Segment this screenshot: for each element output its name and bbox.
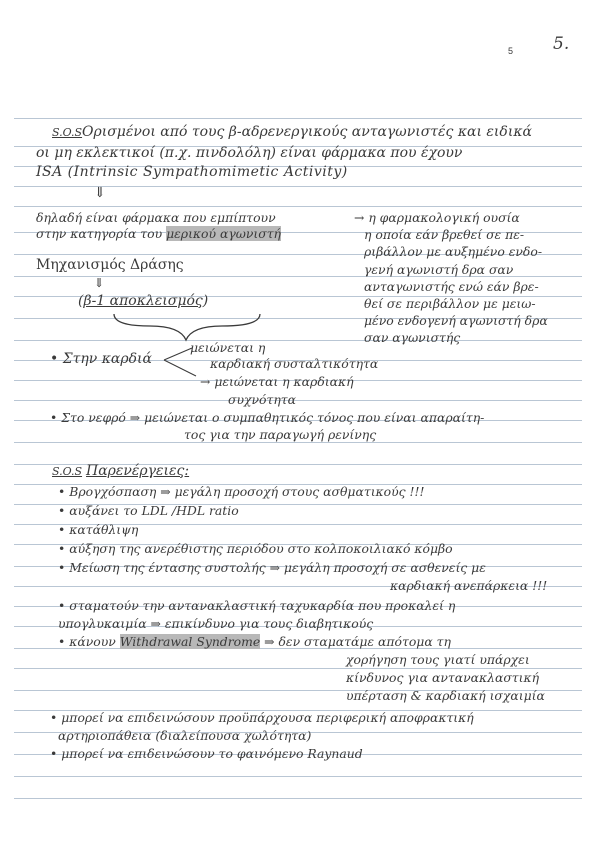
withdrawal-cont: υπέρταση & καρδιακή ισχαιμία: [346, 688, 545, 703]
ruled-line: [14, 400, 582, 401]
side-effect-item: • αύξηση της ανερέθιστης περιόδου στο κολποκοιλιακό κόμβο: [58, 541, 453, 556]
side-effect-item: • αυξάνει το LDL /HDL ratio: [58, 503, 239, 518]
ruled-line: [14, 118, 582, 119]
meaning-line-1: δηλαδή είναι φάρμακα που εμπίπτουν: [36, 210, 276, 225]
heart-effect-2a: → μειώνεται η καρδιακή: [200, 374, 354, 389]
highlighted-term: μερικού αγωνιστή: [166, 226, 281, 241]
pad-line-1: • μπορεί να επιδεινώσουν προϋπάρχουσα περιφερική αποφρακτική: [50, 710, 474, 725]
definition-line: → η φαρμακολογική ουσία: [354, 210, 520, 225]
side-effect-item-cont: καρδιακή ανεπάρκεια !!!: [390, 578, 548, 593]
definition-line: ανταγωνιστής ενώ εάν βρε-: [364, 279, 539, 294]
withdrawal-line: [58, 634, 451, 649]
ruled-line: [14, 206, 582, 207]
heart-effect-2b: συχνότητα: [228, 392, 296, 407]
heart-effect-1b: καρδιακή συσταλτικότητα: [210, 356, 379, 371]
definition-line: γενή αγωνιστή δρα σαν: [364, 262, 514, 277]
definition-line: μένο ενδογενή αγωνιστή δρα: [364, 313, 548, 328]
side-effects-title: Παρενέργειες:: [86, 463, 190, 479]
definition-line: η οποία εάν βρεθεί σε πε-: [364, 227, 525, 242]
page-number-large: 5.: [553, 34, 570, 54]
side-effects-heading: [52, 463, 189, 479]
meaning-line-2: [36, 226, 281, 241]
withdrawal-highlight: Withdrawal Syndrome: [119, 634, 261, 649]
heart-effect-1a: μειώνεται η: [190, 340, 266, 355]
ruled-line: [14, 668, 582, 669]
branch-arrows-icon: [162, 340, 198, 380]
definition-line: σαν αγωνιστής: [364, 330, 461, 345]
sos-mark: S.O.S: [52, 465, 83, 478]
side-effect-item: • κατάθλιψη: [58, 522, 139, 537]
withdrawal-pre: • κάνουν: [58, 634, 120, 649]
down-arrow-icon: ⇓: [94, 185, 106, 201]
intro-line-3: ISA (Intrinsic Sympathomimetic Activity): [36, 164, 348, 180]
ruled-line: [14, 798, 582, 799]
definition-line: θεί σε περιβάλλον με μειω-: [364, 296, 536, 311]
raynaud-line: • μπορεί να επιδεινώσουν το φαινόμενο Raynaud: [50, 746, 363, 761]
intro-text-1: Ορισμένοι από τους β-αδρενεργικούς ανταγωνιστές και ειδικά: [82, 124, 532, 140]
side-effect-item: • Μείωση της έντασης συστολής ⇒ μεγάλη προσοχή σε ασθενείς με: [58, 560, 486, 575]
page-number-small: 5: [508, 46, 514, 56]
side-effect-item: • Βρογχόσπαση ⇒ μεγάλη προσοχή στους ασθματικούς !!!: [58, 484, 425, 499]
pad-line-2: αρτηριοπάθεια (διαλείπουσα χωλότητα): [58, 728, 312, 743]
side-effect-item-cont: υπογλυκαιμία ⇒ επικίνδυνο για τους διαβητικούς: [58, 616, 374, 631]
beta1-blockade-label: β-1 αποκλεισμός: [83, 293, 203, 309]
withdrawal-cont: χορήγηση τους γιατί υπάρχει: [346, 652, 530, 667]
sos-mark: S.O.S: [52, 126, 83, 139]
intro-line-2: οι μη εκλεκτικοί (π.χ. πινδολόλη) είναι φάρμακα που έχουν: [36, 145, 463, 161]
side-effect-item: • σταματούν την αντανακλαστική ταχυκαρδία που προκαλεί η: [58, 598, 456, 613]
withdrawal-post: ⇒ δεν σταματάμε απότομα τη: [260, 634, 451, 649]
meaning-line-2-text: στην κατηγορία του: [36, 226, 167, 241]
kidney-line-1: • Στο νεφρό ⇒ μειώνεται ο συμπαθητικός τόνος που είναι απαραίτη-: [50, 410, 485, 425]
intro-line-1: [52, 124, 532, 140]
mechanism-title: Μηχανισμός Δράσης: [36, 257, 184, 273]
kidney-line-2: τος για την παραγωγή ρενίνης: [184, 427, 377, 442]
ruled-line: [14, 340, 582, 341]
brace-icon: [110, 312, 270, 342]
withdrawal-cont: κίνδυνος για αντανακλαστική: [346, 670, 540, 685]
heart-label: • Στην καρδιά: [50, 351, 152, 367]
ruled-line: [14, 776, 582, 777]
down-arrow-icon: ⇓: [94, 275, 105, 290]
beta1-blockade: (β-1 αποκλεισμός): [78, 293, 209, 309]
ruled-line: [14, 442, 582, 443]
definition-line: ριβάλλον με αυξημένο ενδο-: [364, 244, 543, 259]
